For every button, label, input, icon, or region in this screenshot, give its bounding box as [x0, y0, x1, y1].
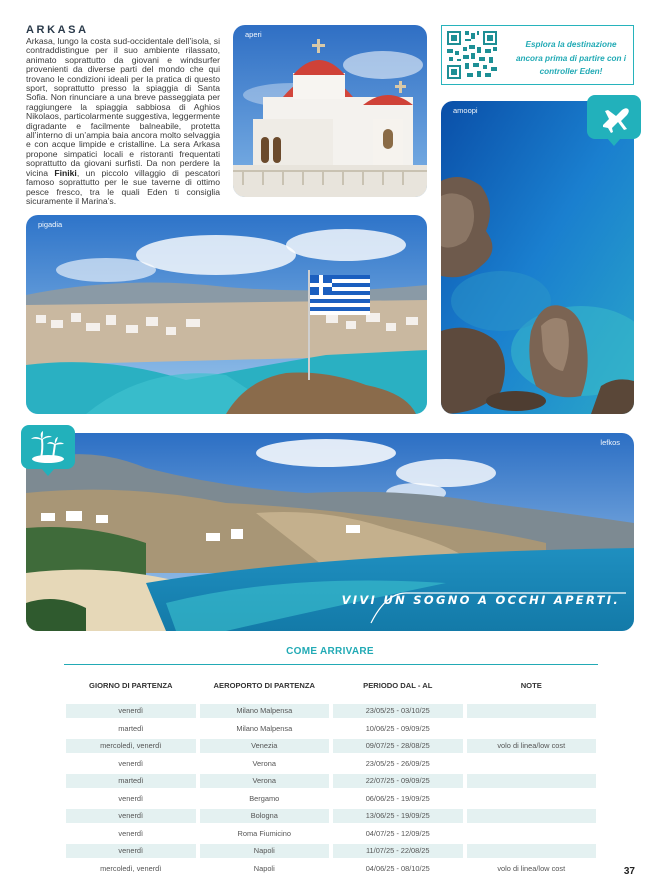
- table-row: [66, 774, 596, 788]
- cell-notes: [467, 757, 597, 771]
- cell-day: martedì: [66, 774, 196, 788]
- cell-notes: [467, 704, 597, 718]
- amoopi-sea-image: [441, 101, 634, 414]
- table-row: [66, 722, 596, 736]
- cell-airport: Milano Malpensa: [200, 704, 330, 718]
- cell-period: 10/06/25 - 09/09/25: [365, 723, 430, 733]
- greek-flag: [310, 275, 370, 315]
- cell-airport: Venezia: [200, 739, 330, 753]
- cell-period: 23/05/25 - 26/09/25: [365, 758, 430, 768]
- cell-notes: volo di linea/low cost: [467, 739, 597, 753]
- aperi-church-image: [233, 25, 427, 197]
- cell-airport: Napoli: [253, 863, 275, 873]
- photo-label-lefkos: lefkos: [600, 438, 620, 447]
- table-row: [66, 827, 596, 841]
- col-header-day: GIORNO DI PARTENZA: [89, 680, 173, 690]
- pigadia-harbour-image: [26, 215, 427, 414]
- col-header-notes: NOTE: [520, 680, 542, 690]
- photo-label-pigadia: pigadia: [38, 220, 63, 229]
- beach-badge: [21, 425, 75, 469]
- intro-highlight: Finiki: [54, 167, 77, 178]
- cell-notes: volo di linea/low cost: [497, 863, 566, 873]
- cell-airport: Verona: [200, 774, 330, 788]
- slogan: VIVI UN SOGNO A OCCHI APERTI.: [341, 593, 620, 607]
- cell-day: martedì: [118, 723, 144, 733]
- photo-amoopi: [441, 101, 634, 414]
- cell-day: venerdì: [66, 809, 196, 823]
- cell-period: 22/07/25 - 09/09/25: [333, 774, 463, 788]
- cell-period: 23/05/25 - 03/10/25: [333, 704, 463, 718]
- intro-block: [26, 24, 220, 206]
- cell-notes: [467, 827, 597, 841]
- photo-aperi: [233, 25, 427, 197]
- arrival-table-header: [66, 676, 596, 700]
- intro-text-after: , un piccolo villaggio di pescatori famoso soprattutto per le sue taverne di ottimo pesce fresco, tra le quali Eden ti consiglia sicuramente il Marina’s.: [26, 167, 221, 206]
- table-row: [66, 809, 596, 823]
- cell-period: 11/07/25 - 22/08/25: [333, 844, 463, 858]
- cell-day: venerdì: [66, 704, 196, 718]
- cell-period: 04/06/25 - 08/10/25: [365, 863, 430, 873]
- table-row: [66, 757, 596, 771]
- cell-notes: [467, 722, 597, 736]
- cell-day: venerdì: [118, 793, 144, 803]
- table-row: [66, 739, 596, 753]
- table-row: [66, 844, 596, 858]
- photo-label-aperi: aperi: [245, 30, 262, 39]
- cell-day: mercoledì, venerdì: [66, 739, 196, 753]
- cell-period: 06/06/25 - 19/09/25: [365, 793, 430, 803]
- arrival-table: [62, 672, 600, 879]
- intro-title: ARKASA: [26, 24, 89, 36]
- table-row: [66, 704, 596, 718]
- photo-lefkos: [26, 433, 634, 631]
- cell-airport: Bologna: [200, 809, 330, 823]
- qr-box[interactable]: [441, 25, 634, 85]
- col-header-period: PERIODO DAL - AL: [363, 680, 433, 690]
- photo-pigadia: [26, 215, 427, 414]
- table-row: [66, 862, 596, 876]
- cell-notes: [467, 792, 597, 806]
- palm-island-icon: [21, 425, 75, 469]
- cell-period: 09/07/25 - 28/08/25: [333, 739, 463, 753]
- cell-notes: [467, 774, 597, 788]
- intro-paragraph: [26, 37, 220, 206]
- cell-airport: Bergamo: [249, 793, 280, 803]
- qr-caption: Esplora la destinazione ancora prima di partire con i controller Eden!: [515, 40, 627, 76]
- col-header-airport: AEROPORTO DI PARTENZA: [213, 680, 315, 690]
- flight-badge: [587, 95, 641, 139]
- arrival-section-title: COME ARRIVARE: [286, 646, 374, 657]
- cell-airport: Napoli: [200, 844, 330, 858]
- qr-code-icon[interactable]: [445, 29, 499, 81]
- photo-label-amoopi: amoopi: [453, 106, 478, 115]
- cell-airport: Verona: [252, 758, 276, 768]
- cell-airport: Roma Fiumicino: [237, 828, 291, 838]
- cell-notes: [467, 809, 597, 823]
- cell-period: 04/07/25 - 12/09/25: [365, 828, 430, 838]
- intro-text-before: Arkasa, lungo la costa sud-occidentale dell’isola, si contraddistingue per il suo ambiente rilassato, animato soprattutto da giovani e windsurfer provenienti da diverse parti del mondo che qui trovano le condizioni ideali per la pratica di questo sport, soprattutto presso la spiaggia di Santa Sofia. Non rinunciare a una breve passeggiata per raggiungere la spiaggia sabbiosa di Aghios Nikolaos, particolarmente suggestiva, leggermente digradante e facilmente balneabile, protetta all’interno di un’ampia baia ancora molto selvaggia e con acque limpide e cristalline. La sera Arkasa propone simpatici locali e ristoranti frequentati soprattutto da giovani surfisti. Da non perdere la vicina: [26, 36, 220, 178]
- cell-day: mercoledì, venerdì: [100, 863, 162, 873]
- airplane-icon: [587, 95, 641, 139]
- arrival-divider: [64, 664, 598, 665]
- page-number: 37: [623, 866, 635, 877]
- cell-airport: Milano Malpensa: [236, 723, 293, 733]
- cell-day: venerdì: [66, 844, 196, 858]
- cell-notes: [467, 844, 597, 858]
- cell-period: 13/06/25 - 19/09/25: [333, 809, 463, 823]
- cell-day: venerdì: [118, 758, 144, 768]
- table-row: [66, 792, 596, 806]
- cell-day: venerdì: [118, 828, 144, 838]
